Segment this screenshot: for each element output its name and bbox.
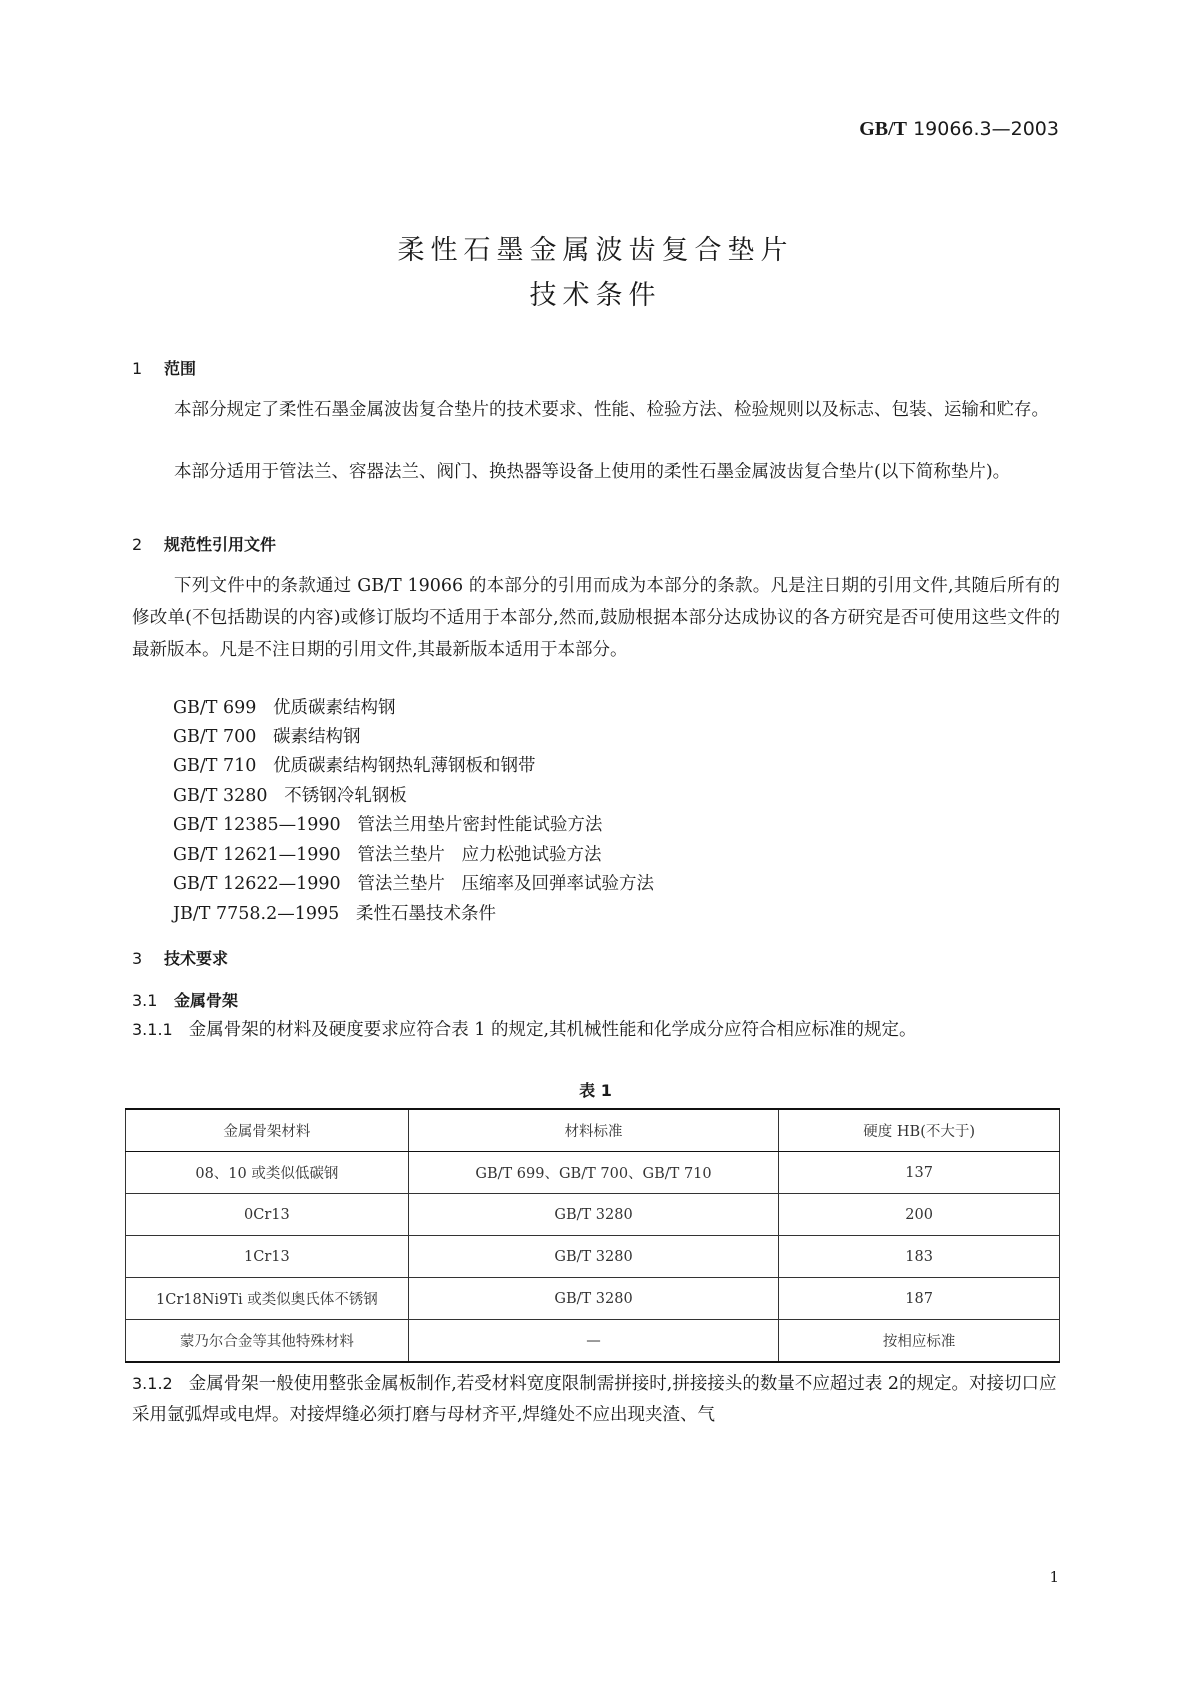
table-1 bbox=[125, 1108, 1060, 1363]
page-number: 1 bbox=[1049, 1568, 1059, 1586]
cell-standard: GB/T 3280 bbox=[408, 1194, 779, 1236]
table-1-caption: 表 1 bbox=[579, 1081, 612, 1100]
cell-hardness: 200 bbox=[779, 1194, 1060, 1236]
cell-material: 0Cr13 bbox=[126, 1194, 409, 1236]
document-title-line1: 柔性石墨金属波齿复合垫片 bbox=[397, 235, 794, 266]
table-row bbox=[126, 1236, 1060, 1278]
column-header-standard: 材料标准 bbox=[408, 1109, 779, 1152]
reference-item: GB/T 699 优质碳素结构钢 bbox=[173, 698, 396, 718]
reference-item: GB/T 3280 不锈钢冷轧钢板 bbox=[173, 786, 407, 806]
cell-hardness: 187 bbox=[779, 1278, 1060, 1320]
column-header-hardness: 硬度 HB(不大于) bbox=[779, 1109, 1060, 1152]
cell-hardness: 137 bbox=[779, 1152, 1060, 1194]
cell-hardness: 按相应标准 bbox=[779, 1320, 1060, 1363]
section-2-heading: 2 规范性引用文件 bbox=[132, 535, 277, 554]
cell-material: 08、10 或类似低碳钢 bbox=[126, 1152, 409, 1194]
section-1-heading: 1 范围 bbox=[132, 359, 197, 378]
section-3-1-heading: 3.1 金属骨架 bbox=[132, 991, 239, 1010]
section-1-para-1: 本部分规定了柔性石墨金属波齿复合垫片的技术要求、性能、检验方法、检验规则以及标志、包装、运输和贮存。 bbox=[174, 400, 1049, 420]
section-3-heading: 3 技术要求 bbox=[132, 949, 229, 968]
cell-hardness: 183 bbox=[779, 1236, 1060, 1278]
document-title-line2: 技术条件 bbox=[529, 280, 662, 311]
column-header-material: 金属骨架材料 bbox=[126, 1109, 409, 1152]
cell-standard: GB/T 3280 bbox=[408, 1236, 779, 1278]
table-row bbox=[126, 1152, 1060, 1194]
section-2-para-1: 下列文件中的条款通过 GB/T 19066 的本部分的引用而成为本部分的条款。凡是注日期的引用文件,其随后所有的修改单(不包括勘误的内容)或修订版均不适用于本部分,然而,鼓励根据本部分达成协议的各方研究是否可使用这些文件的最新版本。凡是不注日期的引用文件,其最新版本适用于本部分。 bbox=[132, 576, 1060, 660]
reference-item: GB/T 12385—1990 管法兰用垫片密封性能试验方法 bbox=[173, 815, 603, 835]
reference-item: GB/T 700 碳素结构钢 bbox=[173, 727, 361, 747]
table-row bbox=[126, 1194, 1060, 1236]
standard-code: 19066.3—2003 bbox=[913, 118, 1059, 140]
cell-material: 蒙乃尔合金等其他特殊材料 bbox=[126, 1320, 409, 1363]
cell-standard: GB/T 3280 bbox=[408, 1278, 779, 1320]
clause-3-1-1: 3.1.1 金属骨架的材料及硬度要求应符合表 1 的规定,其机械性能和化学成分应符合相应标准的规定。 bbox=[132, 1020, 917, 1040]
standard-prefix: GB/T bbox=[859, 118, 908, 140]
cell-material: 1Cr13 bbox=[126, 1236, 409, 1278]
reference-item: GB/T 12621—1990 管法兰垫片 应力松弛试验方法 bbox=[173, 845, 602, 865]
clause-3-1-2: 3.1.2 金属骨架一般使用整张金属板制作,若受材料宽度限制需拼接时,拼接接头的数量不应超过表 2的规定。对接切口应采用氩弧焊或电焊。对接焊缝必须打磨与母材齐平,焊缝处不应出现夹渣、气 bbox=[132, 1374, 1057, 1425]
section-1-para-2: 本部分适用于管法兰、容器法兰、阀门、换热器等设备上使用的柔性石墨金属波齿复合垫片(以下简称垫片)。 bbox=[174, 462, 1011, 482]
standard-number bbox=[859, 118, 1059, 141]
reference-item: JB/T 7758.2—1995 柔性石墨技术条件 bbox=[173, 904, 496, 924]
table-row bbox=[126, 1320, 1060, 1363]
table-row bbox=[126, 1278, 1060, 1320]
table-header-row bbox=[126, 1109, 1060, 1152]
cell-material: 1Cr18Ni9Ti 或类似奥氏体不锈钢 bbox=[126, 1278, 409, 1320]
reference-item: GB/T 710 优质碳素结构钢热轧薄钢板和钢带 bbox=[173, 756, 536, 776]
cell-standard: — bbox=[408, 1320, 779, 1363]
reference-item: GB/T 12622—1990 管法兰垫片 压缩率及回弹率试验方法 bbox=[173, 874, 655, 894]
cell-standard: GB/T 699、GB/T 700、GB/T 710 bbox=[408, 1152, 779, 1194]
